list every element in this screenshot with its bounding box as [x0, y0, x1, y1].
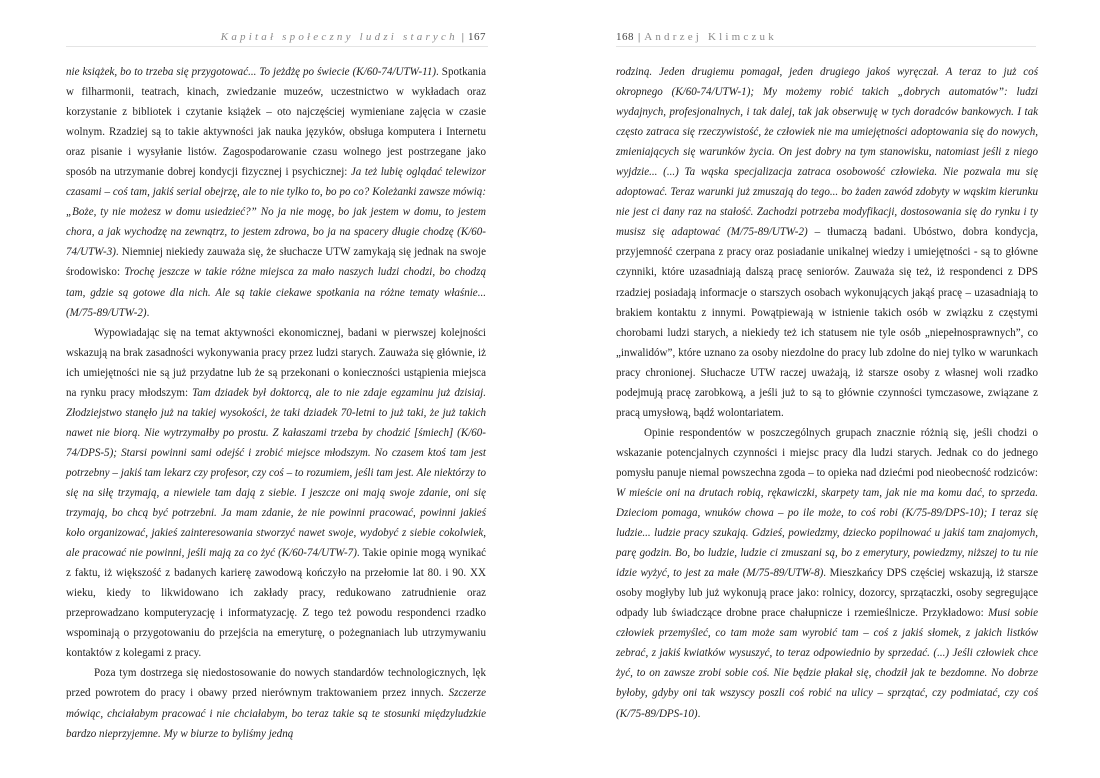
body-text-run: . [697, 707, 701, 720]
running-header-separator: | [461, 31, 464, 43]
paragraph [616, 62, 1038, 423]
body-text-run: Wypowiadając się na temat aktywności ekonomicznej, badani w pierwszej kolejności wskazują na brak zasadności wykonywania pracy przez ludzi starych. Zauważa się głównie, iż ich umiejętności nie są już przydatne lub że są przekonani o konieczności ustąpienia miejsca na rynku pracy młodszym: [66, 326, 486, 399]
header-rule [66, 46, 488, 47]
quotation-text: Szczerze mówiąc, chciałabym pracować i nie chciałabym, bo teraz takie są te stosunki międzyludzkie bardzo nieprzyjemne. My w biurze to byliśmy jedną [66, 687, 486, 740]
quotation-text: Musi sobie człowiek przemyśleć, co tam może sam wyrobić tam – coś z jakiś słomek, z jakich listków zebrać, z jakiś kwiatków wysuszyć, to teraz odpowiednio by sprzedać. (...) Jeśli człowiek chce żyć, to on zawsze zrobi sobie coś. Nie będzie płakał się, chodził jak te bezdomne. No dobrze byłoby, gdyby oni tak wszyscy poszli coś robić na ulicy – sprzątać, czy podmiatać, czy coś (K/75-89/DPS-10) [616, 607, 1038, 720]
body-text-run: – tłumaczą badani. Ubóstwo, dobra kondycja, przyjemność czerpana z pracy oraz posiadanie unikalnej wiedzy i umiejętności - są to główne czynniki, które uzasadniają dalszą pracę seniorów. Zauważa się też, iż respondenci z DPS rzadziej posiadają informacje o starszych osobach wykonujących jakąś pracę – uzasadniają to brakiem kontaktu z innymi. Powątpiewają w istnienie takich osób w związku z częstymi chorobami ludzi starych, a niekiedy też ich statusem nie tyle osób „niepełnosprawnych”, co „inwalidów”, które uznano za osoby niezdolne do pracy lub zdolne do niej tylko w warunkach pracy chronionej. Słuchacze UTW raczej uważają, iż starsze osoby z własnej woli rzadko podejmują pracę zarobkową, a jeśli już to są to głównie czynności tymczasowe, związane z pracą umysłową, bądź wolontariatem. [616, 226, 1039, 419]
page-number: 168 [616, 31, 634, 43]
quotation-text: Trochę jeszcze w takie różne miejsca za mało naszych ludzi chodzi, bo chodzą tam, gdzie są gotowe dla nich. Ale są takie ciekawe spotkania na różne tematy właśnie... (M/75-89/UTW-2) [66, 266, 486, 319]
running-header-separator: | [638, 31, 641, 43]
body-text-run: Opinie respondentów w poszczególnych grupach znacznie różnią się, jeśli chodzi o wskazanie potencjalnych czynności i miejsc pracy dla ludzi starych. Jednak co do jednego pomysłu panuje niemal powszechna zgoda – to opieka nad dziećmi pod nieobecność rodziców: [616, 426, 1038, 479]
body-text [616, 62, 1038, 724]
paragraph [66, 62, 486, 323]
running-header-right [616, 31, 777, 43]
quotation-text: nie książek, bo to trzeba się przygotować... To jeżdżę po świecie (K/60-74/UTW-11) [66, 66, 437, 78]
body-text-run: . Mieszkańcy DPS częściej wskazują, iż starsze osoby mogłyby lub już wykonują prace jako: rolnicy, dozorcy, sprzątaczki, osoby segregujące odpady lub świadczące drobne prace chałupnicze i rzemieślnicze. Przykładowo: [616, 567, 1038, 620]
paragraph [616, 423, 1038, 724]
body-text-run: . Spotkania w filharmonii, teatrach, kinach, zwiedzanie muzeów, uczestnictwo w wykładach oraz korzystanie z bibliotek i czytanie książek – oto najczęściej wymieniane zajęcia w czasie wolnym. Rzadziej są to takie aktywności jak nauka języków, obsługa komputera i Internetu oraz pisanie i wysyłanie listów. Zagospodarowanie czasu wolnego jest postrzegane jako sposób na utrzymanie dobrej kondycji fizycznej i psychicznej: [66, 66, 486, 179]
paragraph [66, 323, 486, 664]
running-header-author: Andrzej Klimczuk [644, 31, 777, 43]
body-text-run: . [146, 306, 150, 319]
right-page [550, 0, 1100, 778]
quotation-text: rodziną. Jeden drugiemu pomagał, jeden drugiego jakoś wyręczał. A teraz to już coś okropnego (K/60-74/UTW-1); My możemy robić takich „dobrych automatów”: ludzi wydajnych, profesjonalnych, i tak dalej, tak jak obserwuję w tych doradców bankowych. I tak często zatraca się rzeczywistość, że człowiek nie ma umiejętności adoptowania się do nowych, zmieniających się warunków życia. On jest dobry na tym stanowisku, natomiast jeśli z niego wyjdzie... (...) Ta wąska specjalizacja zatraca osobowość człowieka. Nie pozwala mu się adoptować. Teraz warunki już zmuszają do tego... bo żaden zawód zdobyty w wąskim kierunku nie jest ci dany raz na stałość. Zachodzi potrzeba modyfikacji, dostosowania się do rynku i ty musisz się adaptować (M/75-89/UTW-2) [616, 66, 1038, 239]
paragraph [66, 663, 486, 743]
body-text-run: Poza tym dostrzega się niedostosowanie do nowych standardów technologicznych, lęk przed powrotem do pracy i obawy przed nierównym traktowaniem przez innych. [66, 667, 486, 700]
quotation-text: Ja też lubię oglądać telewizor czasami – coś tam, jakiś serial obejrzę, ale to nie tylko to, bo po co? Koleżanki zawsze mówią: „Boże, ty nie możesz w domu usiedzieć?” No ja nie mogę, bo jak jestem w domu, to jestem chora, a jak wychodzę na zewnątrz, to jestem zdrowa, bo ja na spacery długie chodzę (K/60-74/UTW-3) [66, 166, 486, 259]
page-number: 167 [468, 31, 486, 43]
header-rule [616, 46, 1036, 47]
quotation-text: Tam dziadek był doktorcą, ale to nie zdaje egzaminu już dzisiaj. Złodziejstwo stanęło już na takiej wysokości, że taki dziadek 70-letni to już taki, że już takich nawet nie biorą. Nie wytrzymałby po prostu. Z kałaszami trzeba by chodzić [śmiech] (K/60-74/DPS-5); Starsi powinni sami odejść i zrobić miejsce młodszym. No czasem ktoś tam jest potrzebny – jakiś tam lekarz czy profesor, czy coś – to rozumiem, jeśli tam jest. Ale niektórzy to się na siłę trzymają, a niewiele tam dają z siebie. I jeszcze oni mają swoje zdanie, oni się trzymają, bo chcą być potrzebni. Ja mam zdanie, że nie powinni pracować, powinni jakieś koło organizować, jakieś zainteresowania stworzyć nawet swoje, wydobyć z siebie cokolwiek, ale pracować nie powinni, jeśli mają za co żyć (K/60-74/UTW-7) [66, 386, 486, 560]
quotation-text: W mieście oni na drutach robią, rękawiczki, skarpety tam, jak nie ma komu dać, to sprzeda. Dzieciom pomaga, wnuków chowa – po ile może, to coś robi (K/75-89/DPS-10); I teraz się ludzie... ludzie pracy szukają. Gdzieś, powiedzmy, dziecko popilnować u jakiś tam znajomych, parę godzin. Bo, bo ludzie, ludzie ci zmuszani są, bo z emerytury, powiedzmy, niższej to tu nie idzie wyżyć, to jest za małe (M/75-89/UTW-8) [616, 486, 1038, 580]
body-text-run: . Takie opinie mogą wynikać z faktu, iż większość z badanych karierę zawodową kończyło na przełomie lat 80. i 90. XX wieku, kiedy to likwidowano ich zakłady pracy, redukowano zatrudnienie oraz przeprowadzano komputeryzację i informatyzację. Z tego też powodu respondenci rzadko wspominają o przygotowaniu do przejścia na emeryturę, o pożegnaniach lub utrzymywaniu kontaktów z kolegami z pracy. [66, 547, 487, 660]
running-header-title: Kapitał społeczny ludzi starych [220, 31, 458, 43]
body-text [66, 62, 486, 744]
body-text-run: . Niemniej niekiedy zauważa się, że słuchacze UTW zamykają się jednak na swoje środowisko: [66, 246, 486, 279]
running-header-left [221, 31, 486, 43]
